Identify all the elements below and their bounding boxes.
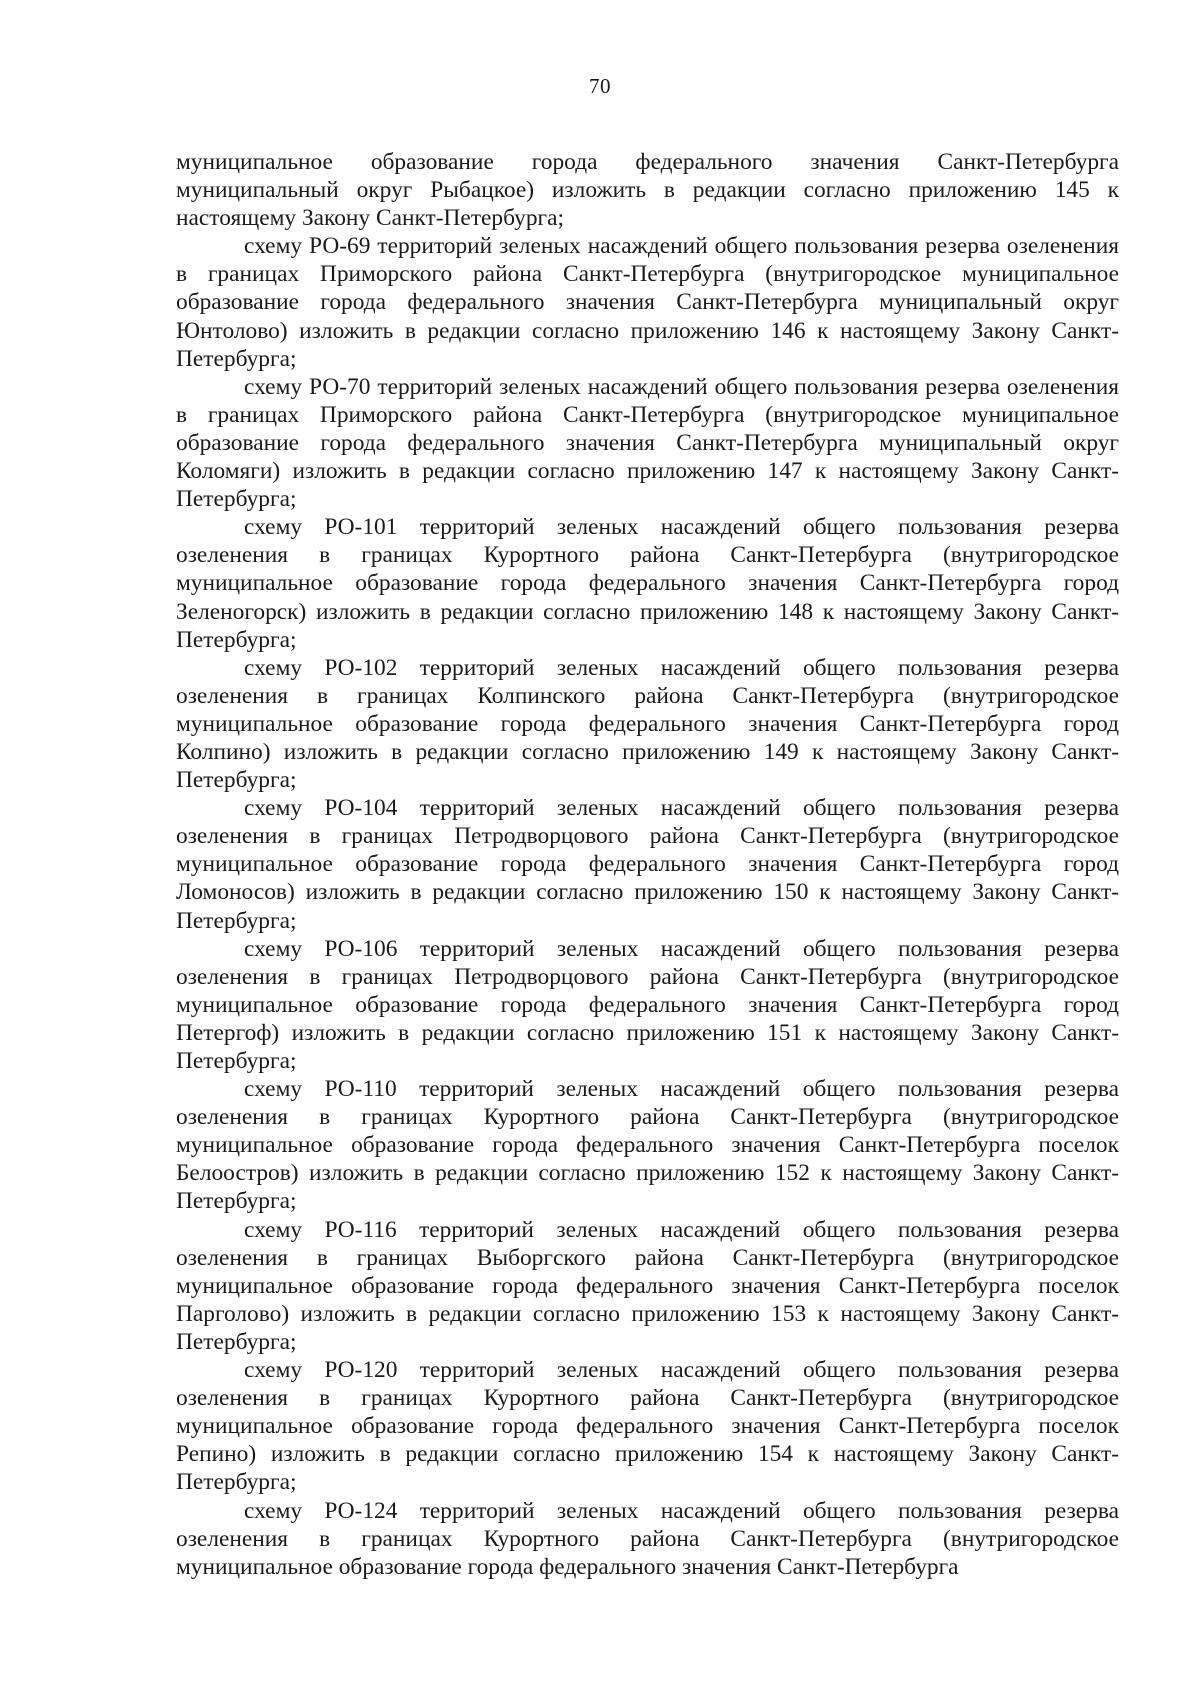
paragraph-ro-124: схему РО-124 территорий зеленых насаждений общего пользования резерва озеленения в границах Курортного района Санкт-Петербурга (внутригородское муниципальное образование города федерального значения Санкт-Петербурга bbox=[176, 1497, 1119, 1580]
paragraph-ro-110: схему РО-110 территорий зеленых насаждений общего пользования резерва озеленения в границах Курортного района Санкт-Петербурга (внутригородское муниципальное образование города федерального значения Санкт-Петербурга поселок Белоостров) изложить в редакции согласно приложению 152 к настоящему Закону Санкт-Петербурга; bbox=[176, 1076, 1119, 1215]
document-body bbox=[176, 148, 1119, 1581]
paragraph-ro-102: схему РО-102 территорий зеленых насаждений общего пользования резерва озеленения в границах Колпинского района Санкт-Петербурга (внутригородское муниципальное образование города федерального значения Санкт-Петербурга город Колпино) изложить в редакции согласно приложению 149 к настоящему Закону Санкт-Петербурга; bbox=[176, 654, 1119, 794]
paragraph-ro-101: схему РО-101 территорий зеленых насаждений общего пользования резерва озеленения в границах Курортного района Санкт-Петербурга (внутригородское муниципальное образование города федерального значения Санкт-Петербурга город Зеленогорск) изложить в редакции согласно приложению 148 к настоящему Закону Санкт-Петербурга; bbox=[176, 514, 1119, 653]
paragraph-ro-116: схему РО-116 территорий зеленых насаждений общего пользования резерва озеленения в границах Выборгского района Санкт-Петербурга (внутригородское муниципальное образование города федерального значения Санкт-Петербурга поселок Парголово) изложить в редакции согласно приложению 153 к настоящему Закону Санкт-Петербурга; bbox=[176, 1216, 1119, 1355]
paragraph-ro-106: схему РО-106 территорий зеленых насаждений общего пользования резерва озеленения в границах Петродворцового района Санкт-Петербурга (внутригородское муниципальное образование города федерального значения Санкт-Петербурга город Петергоф) изложить в редакции согласно приложению 151 к настоящему Закону Санкт-Петербурга; bbox=[176, 935, 1119, 1074]
paragraph-ro-70: схему РО-70 территорий зеленых насаждений общего пользования резерва озеленения в границах Приморского района Санкт-Петербурга (внутригородское муниципальное образование города федерального значения Санкт-Петербурга муниципальный округ Коломяги) изложить в редакции согласно приложению 147 к настоящему Закону Санкт-Петербурга; bbox=[176, 373, 1119, 513]
paragraph-ro-69: схему РО-69 территорий зеленых насаждений общего пользования резерва озеленения в границах Приморского района Санкт-Петербурга (внутригородское муниципальное образование города федерального значения Санкт-Петербурга муниципальный округ Юнтолово) изложить в редакции согласно приложению 146 к настоящему Закону Санкт-Петербурга; bbox=[176, 233, 1119, 372]
paragraph-continuation: муниципальное образование города федерального значения Санкт-Петербурга муниципальный округ Рыбацкое) изложить в редакции согласно приложению 145 к настоящему Закону Санкт-Петербурга; bbox=[176, 149, 1119, 232]
paragraph-ro-104: схему РО-104 территорий зеленых насаждений общего пользования резерва озеленения в границах Петродворцового района Санкт-Петербурга (внутригородское муниципальное образование города федерального значения Санкт-Петербурга город Ломоносов) изложить в редакции согласно приложению 150 к настоящему Закону Санкт-Петербурга; bbox=[176, 795, 1119, 934]
paragraph-ro-120: схему РО-120 территорий зеленых насаждений общего пользования резерва озеленения в границах Курортного района Санкт-Петербурга (внутригородское муниципальное образование города федерального значения Санкт-Петербурга поселок Репино) изложить в редакции согласно приложению 154 к настоящему Закону Санкт-Петербурга; bbox=[176, 1357, 1119, 1496]
page-number: 70 bbox=[589, 74, 611, 98]
